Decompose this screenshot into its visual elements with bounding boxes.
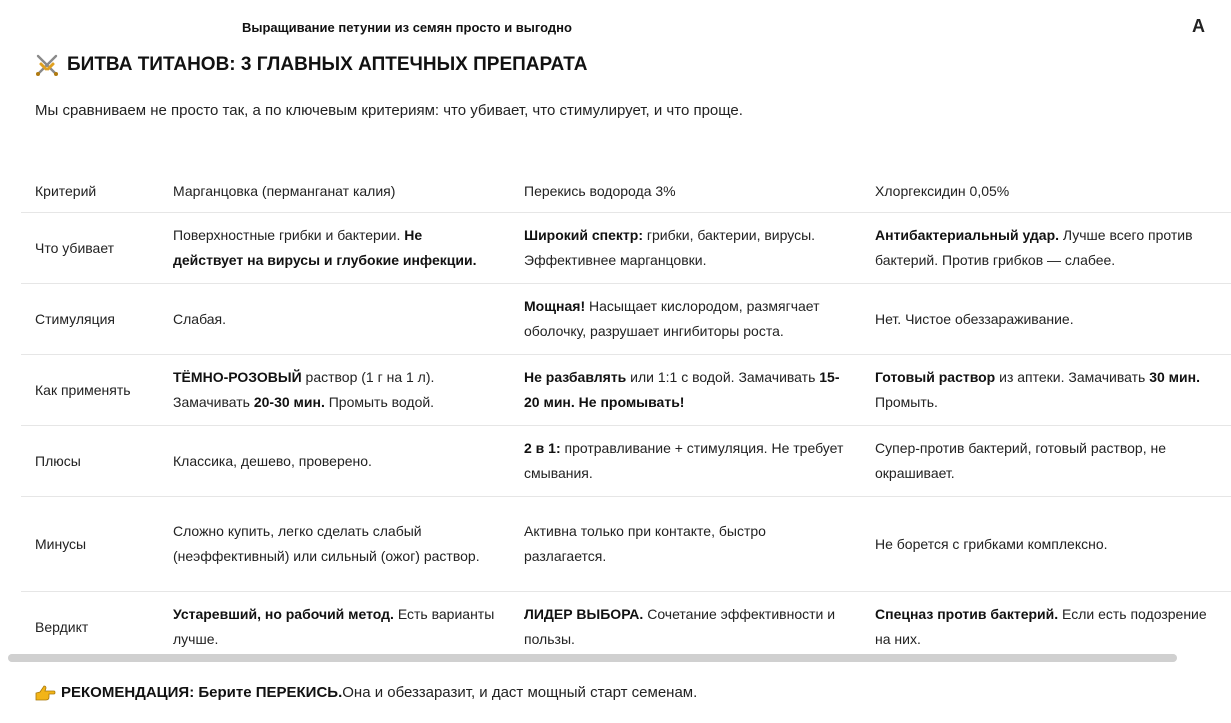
cell-bold-text: ЛИДЕР ВЫБОРА. bbox=[524, 606, 644, 622]
recommendation-label: РЕКОМЕНДАЦИЯ: Берите ПЕРЕКИСЬ. bbox=[61, 684, 343, 701]
cell-text: Супер-против бактерий, готовый раствор, не окрашивает. bbox=[875, 440, 1167, 481]
table-cell-c3 bbox=[861, 592, 1231, 663]
header-chlorhexidine: Хлоргексидин 0,05% bbox=[861, 170, 1231, 213]
comparison-table-container[interactable] bbox=[0, 170, 1207, 670]
cell-text: или 1:1 с водой. Замачивать bbox=[626, 369, 820, 385]
edge-glyph: A bbox=[1192, 16, 1205, 36]
cell-text: из аптеки. Замачивать bbox=[995, 369, 1150, 385]
comparison-table bbox=[21, 170, 1231, 662]
cell-text: Активна только при контакте, быстро разлагается. bbox=[524, 523, 766, 564]
table-cell-c3 bbox=[861, 355, 1231, 426]
table-cell-c2 bbox=[510, 426, 861, 497]
scrollbar-thumb[interactable] bbox=[8, 654, 1177, 662]
cell-text: Промыть. bbox=[875, 394, 938, 410]
recommendation-text: Она и обеззаразит, и даст мощный старт семенам. bbox=[342, 684, 698, 701]
cell-bold-text: ТЁМНО-РОЗОВЫЙ bbox=[173, 369, 302, 385]
table-header-row bbox=[21, 170, 1231, 213]
cell-bold-text: Не действует на вирусы и глубокие инфекции. bbox=[173, 227, 477, 268]
criterion-cell: Вердикт bbox=[35, 618, 89, 635]
table-cell-c1 bbox=[159, 355, 510, 426]
cell-text: Насыщает кислородом, размягчает оболочку, разрушает ингибиторы роста. bbox=[524, 298, 820, 339]
criterion-cell: Как применять bbox=[21, 355, 159, 426]
cell-text: грибки, бактерии, вирусы. Эффективнее марганцовки. bbox=[524, 227, 816, 268]
cell-text: Поверхностные грибки и бактерии. bbox=[173, 227, 405, 243]
cell-bold-text: 15-20 мин. Не промывать! bbox=[524, 369, 840, 410]
cell-text: Не борется с грибками комплексно. bbox=[875, 535, 1108, 552]
table-cell-c1 bbox=[159, 213, 510, 284]
table-row bbox=[21, 213, 1231, 284]
cell-text: Слабая. bbox=[173, 310, 227, 327]
cell-text: Сложно купить, легко сделать слабый (неэффективный) или сильный (ожог) раствор. bbox=[173, 523, 480, 564]
table-cell-c2 bbox=[510, 355, 861, 426]
table-cell-c2 bbox=[510, 592, 861, 663]
table-cell-c2 bbox=[510, 213, 861, 284]
cell-text: протравливание + стимуляция. Не требует смывания. bbox=[524, 440, 844, 481]
table-row bbox=[21, 426, 1231, 497]
cell-bold-text: 20-30 мин. bbox=[253, 394, 325, 410]
crossed-swords-icon bbox=[34, 53, 60, 77]
page-title: Выращивание петунии из семян просто и выгодно bbox=[242, 20, 572, 35]
criterion-cell: Стимуляция bbox=[21, 284, 159, 355]
cell-text: Классика, дешево, проверено. bbox=[173, 452, 372, 469]
table-row bbox=[21, 497, 1231, 592]
table-cell-c3 bbox=[861, 426, 1231, 497]
header-criterion: Критерий bbox=[21, 170, 159, 213]
header-peroxide: Перекись водорода 3% bbox=[510, 170, 861, 213]
table-cell-c3 bbox=[861, 213, 1231, 284]
cell-bold-text: Не разбавлять bbox=[524, 369, 627, 385]
cell-bold-text: Спецназ против бактерий. bbox=[875, 606, 1059, 622]
table-cell-c1 bbox=[159, 497, 510, 592]
criterion-cell: Что убивает bbox=[21, 213, 159, 284]
cell-text: Если есть подозрение на них. bbox=[875, 606, 1207, 647]
cell-bold-text: Антибактериальный удар. bbox=[875, 227, 1060, 243]
cell-text: Нет. Чистое обеззараживание. bbox=[875, 310, 1074, 327]
table-row bbox=[21, 284, 1231, 355]
table-row bbox=[21, 592, 1231, 663]
cell-text: раствор (1 г на 1 л). Замачивать bbox=[173, 369, 435, 410]
cell-bold-text: Готовый раствор bbox=[875, 369, 996, 385]
criterion-cell: Плюсы bbox=[21, 426, 159, 497]
header-permanganate: Марганцовка (перманганат калия) bbox=[159, 170, 510, 213]
cell-bold-text: Широкий спектр: bbox=[524, 227, 643, 243]
cell-bold-text: Устаревший, но рабочий метод. bbox=[173, 606, 394, 622]
cell-text: Лучше всего против бактерий. Против грибков — слабее. bbox=[875, 227, 1193, 268]
table-cell-c2 bbox=[510, 497, 861, 592]
table-cell-c3 bbox=[861, 497, 1231, 592]
pointing-hand-icon bbox=[35, 685, 55, 701]
cell-bold-text: Мощная! bbox=[524, 298, 586, 314]
horizontal-scrollbar[interactable] bbox=[8, 654, 1177, 662]
cell-text: Промыть водой. bbox=[324, 394, 435, 410]
table-cell-c1 bbox=[159, 592, 510, 663]
cell-text: Есть варианты лучше. bbox=[173, 606, 495, 647]
table-cell-c3 bbox=[861, 284, 1231, 355]
section-heading-text: БИТВА ТИТАНОВ: 3 ГЛАВНЫХ АПТЕЧНЫХ ПРЕПАРАТА bbox=[67, 54, 588, 75]
cell-bold-text: 30 мин. bbox=[1149, 369, 1200, 385]
intro-paragraph: Мы сравниваем не просто так, а по ключевым критериям: что убивает, что стимулирует, и что проще. bbox=[35, 102, 743, 119]
recommendation bbox=[35, 684, 697, 701]
section-heading bbox=[34, 53, 587, 77]
table-cell-c2 bbox=[510, 284, 861, 355]
cell-text: Сочетание эффективности и пользы. bbox=[524, 606, 836, 647]
cell-bold-text: 2 в 1: bbox=[524, 440, 561, 456]
table-cell-c1 bbox=[159, 284, 510, 355]
criterion-cell: Минусы bbox=[21, 497, 159, 592]
table-cell-c1 bbox=[159, 426, 510, 497]
table-row bbox=[21, 355, 1231, 426]
